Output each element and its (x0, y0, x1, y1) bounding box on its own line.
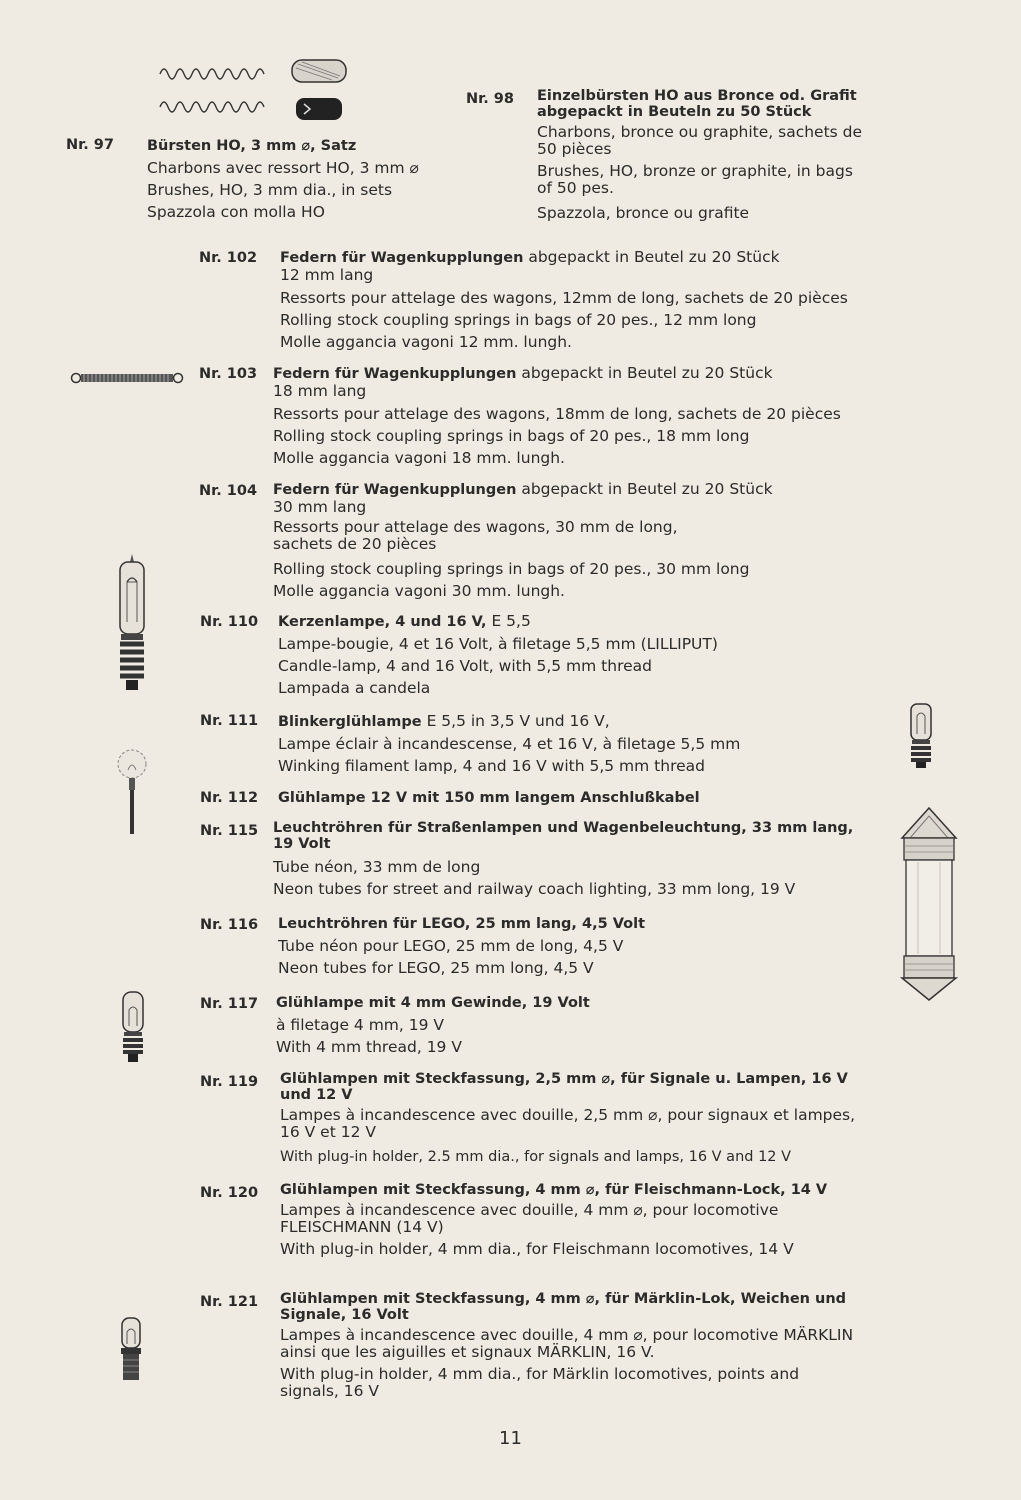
item-98 (537, 88, 867, 224)
item-line: Charbons, bronce ou graphite, sachets de 50 pièces (537, 123, 863, 158)
item-number: Nr. 115 (200, 823, 259, 839)
item-line: Brushes, HO, bronze or graphite, in bags of 50 pes. (537, 162, 853, 197)
item-title-rest: abgepackt in Beutel zu 20 Stück (521, 480, 773, 498)
item-title: Einzelbürsten HO aus Bronce od. Grafit abgepackt in Beuteln zu 50 Stück (537, 88, 857, 120)
coupling-spring-icon (70, 370, 185, 386)
item-line: With plug-in holder, 4 mm dia., for Märklin locomotives, points and signals, 16 V (280, 1365, 800, 1400)
item-121 (280, 1291, 860, 1405)
item-111 (278, 710, 740, 777)
page-number: 11 (499, 1428, 522, 1449)
item-line: Rolling stock coupling springs in bags of 20 pes., 12 mm long (280, 311, 757, 329)
item-line: Lampes à incandescence avec douille, 4 mm ⌀, pour locomotive FLEISCHMANN (14 V) (280, 1201, 779, 1236)
item-line: Winking filament lamp, 4 and 16 V with 5,5 mm thread (278, 757, 705, 775)
item-title: Leuchtröhren für Straßenlampen und Wagenbeleuchtung, 33 mm lang, 19 Volt (273, 820, 854, 852)
item-number: Nr. 112 (200, 790, 259, 806)
item-title: Glühlampen mit Steckfassung, 2,5 mm ⌀, für Signale u. Lampen, 16 V und 12 V (280, 1071, 848, 1103)
item-110 (278, 610, 718, 699)
item-line: à filetage 4 mm, 19 V (276, 1016, 445, 1034)
item-102 (280, 248, 848, 353)
item-title-line2: 12 mm lang (280, 266, 374, 284)
item-line: Ressorts pour attelage des wagons, 12mm de long, sachets de 20 pièces (280, 289, 848, 307)
item-title-line2: 30 mm lang (273, 498, 367, 516)
item-title-rest: abgepackt in Beutel zu 20 Stück (528, 248, 780, 266)
item-line: Candle-lamp, 4 and 16 Volt, with 5,5 mm thread (278, 657, 652, 675)
item-line: Charbons avec ressort HO, 3 mm ⌀ (147, 159, 419, 177)
item-line: Rolling stock coupling springs in bags of 20 pes., 30 mm long (273, 560, 750, 578)
item-title: Glühlampe 12 V mit 150 mm langem Anschlußkabel (278, 790, 700, 806)
item-title: Glühlampen mit Steckfassung, 4 mm ⌀, für Märklin-Lok, Weichen und Signale, 16 Volt (280, 1291, 847, 1323)
item-117 (276, 992, 590, 1058)
item-number: Nr. 121 (200, 1294, 259, 1310)
item-title: Federn für Wagenkupplungen (280, 250, 524, 266)
item-line: With plug-in holder, 4 mm dia., for Fleischmann locomotives, 14 V (280, 1240, 794, 1258)
item-number: Nr. 116 (200, 917, 259, 933)
item-title-rest: E 5,5 in 3,5 V und 16 V, (426, 712, 610, 730)
item-line: Molle aggancia vagoni 12 mm. lungh. (280, 333, 572, 351)
item-number: Nr. 97 (66, 137, 114, 153)
item-title: Bürsten HO, 3 mm ⌀, Satz (147, 138, 357, 154)
item-number: Nr. 103 (199, 366, 258, 382)
item-line: Tube néon pour LEGO, 25 mm de long, 4,5 V (278, 937, 624, 955)
lamp-with-cable-icon (115, 744, 149, 836)
item-line: Lampes à incandescence avec douille, 4 mm ⌀, pour locomotive MÄRKLIN ainsi que les aiguilles et signaux MÄRKLIN, 16 V. (280, 1326, 854, 1361)
plug-in-lamp-icon (116, 1316, 146, 1384)
item-line: Spazzola, bronce ou grafite (537, 204, 750, 222)
brush-carbon-icon (288, 58, 358, 124)
item-title: Federn für Wagenkupplungen (273, 482, 517, 498)
item-number: Nr. 98 (466, 91, 514, 107)
item-line: Lampe éclair à incandescense, 4 et 16 V, à filetage 5,5 mm (278, 735, 741, 753)
item-120 (280, 1182, 860, 1263)
item-title: Federn für Wagenkupplungen (273, 366, 517, 382)
small-screw-lamp-icon (117, 990, 149, 1068)
winking-lamp-icon (905, 700, 937, 770)
item-number: Nr. 111 (200, 713, 259, 729)
item-title: Glühlampen mit Steckfassung, 4 mm ⌀, für Fleischmann-Lock, 14 V (280, 1182, 828, 1198)
item-line: Tube néon, 33 mm de long (273, 858, 481, 876)
item-115 (273, 820, 863, 900)
item-line: With 4 mm thread, 19 V (276, 1038, 462, 1056)
item-number: Nr. 120 (200, 1185, 259, 1201)
item-97 (147, 135, 419, 223)
item-line: Ressorts pour attelage des wagons, 18mm de long, sachets de 20 pièces (273, 405, 841, 423)
item-line: Lampe-bougie, 4 et 16 Volt, à filetage 5,5 mm (LILLIPUT) (278, 635, 718, 653)
item-title: Kerzenlampe, 4 und 16 V, (278, 614, 487, 630)
item-line: Spazzola con molla HO (147, 203, 325, 221)
candle-lamp-icon (112, 552, 152, 694)
item-116 (278, 913, 645, 979)
item-line: Lampes à incandescence avec douille, 2,5 mm ⌀, pour signaux et lampes, 16 V et 12 V (280, 1106, 856, 1141)
item-title-rest: E 5,5 (491, 612, 531, 630)
item-number: Nr. 117 (200, 996, 259, 1012)
item-number: Nr. 119 (200, 1074, 259, 1090)
item-line: Neon tubes for street and railway coach lighting, 33 mm long, 19 V (273, 880, 796, 898)
item-112 (278, 787, 700, 809)
item-title: Blinkerglühlampe (278, 714, 422, 730)
item-title: Leuchtröhren für LEGO, 25 mm lang, 4,5 Volt (278, 916, 646, 932)
item-line: Ressorts pour attelage des wagons, 30 mm de long, sachets de 20 pièces (273, 518, 678, 553)
item-line: Neon tubes for LEGO, 25 mm long, 4,5 V (278, 959, 594, 977)
item-119 (280, 1071, 860, 1168)
item-103 (273, 364, 841, 469)
item-line: Molle aggancia vagoni 30 mm. lungh. (273, 582, 565, 600)
item-title-line2: 18 mm lang (273, 382, 367, 400)
item-number: Nr. 104 (199, 483, 258, 499)
item-line: Rolling stock coupling springs in bags of 20 pes., 18 mm long (273, 427, 750, 445)
item-line: With plug-in holder, 2.5 mm dia., for signals and lamps, 16 V and 12 V (280, 1149, 792, 1165)
neon-tube-icon (898, 806, 960, 1002)
item-number: Nr. 102 (199, 250, 258, 266)
item-line: Brushes, HO, 3 mm dia., in sets (147, 181, 393, 199)
item-number: Nr. 110 (200, 614, 259, 630)
item-104 (273, 480, 773, 602)
spring-coil-icon (158, 62, 268, 122)
item-title: Glühlampe mit 4 mm Gewinde, 19 Volt (276, 995, 590, 1011)
item-line: Lampada a candela (278, 679, 431, 697)
item-line: Molle aggancia vagoni 18 mm. lungh. (273, 449, 565, 467)
item-title-rest: abgepackt in Beutel zu 20 Stück (521, 364, 773, 382)
